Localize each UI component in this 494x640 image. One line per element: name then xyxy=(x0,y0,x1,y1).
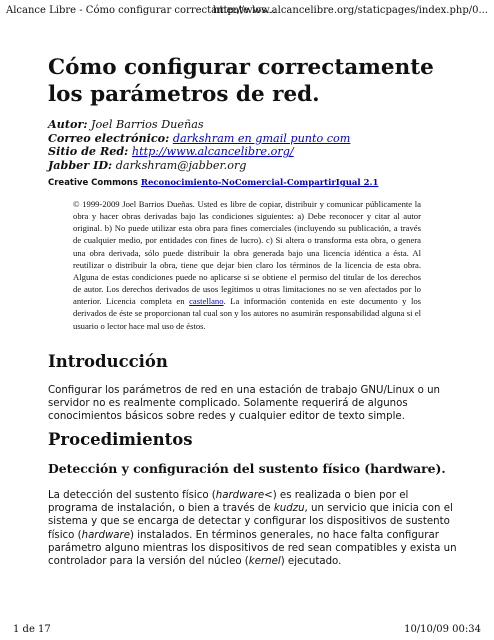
paragraph-line xyxy=(48,529,448,542)
intro-paragraph xyxy=(48,384,448,424)
intro-line: conocimientos básicos sobre redes y cualquier editor de texto simple. xyxy=(48,411,405,423)
jabber-label: Jabber ID: xyxy=(48,157,113,172)
page-url-header: http://www.alcancelibre.org/staticpages/index.php/0... xyxy=(213,5,488,16)
license-text: © 1999-2009 Joel Barrios Dueñas. Usted es libre de copiar, distribuir y comunicar públicamente la obra y hacer obras derivadas bajo las condiciones siguientes: a) Debe reconocer y citar al autor original. b) No puede utilizar esta obra para fines comerciales (incluyendo su publicación, a través de cualquier medio, por entidades con fines de lucro). c) Si altera o transforma esta obra, o genera una obra derivada, sólo puede distribuir la obra generada bajo una licencia idéntica a ésta. Al reutilizar o distribuir la obra, tiene que dejar bien claro los términos de la licencia de esta obra. Alguna de estas condiciones puede no aplicarse si se obtiene el permiso del titular de los derechos de autor. Los derechos derivados de usos legítimos u otras limitaciones no se ven afectados por lo anterior. Licencia completa en xyxy=(73,199,421,307)
jabber-id: darkshram@jabber.org xyxy=(115,158,247,172)
paragraph-line xyxy=(48,489,448,502)
intro-line: Configurar los parámetros de red en una estación de trabajo GNU/Linux o un xyxy=(48,385,441,396)
print-datetime: 10/10/09 00:34 xyxy=(404,624,481,635)
text: programa de instalación, o bien a través de xyxy=(48,503,274,515)
text: La detección del sustento físico ( xyxy=(48,490,216,501)
paragraph-line: sistema y que se encarga de detectar y configurar los dispositivos de sustento xyxy=(48,516,450,528)
term-hardware: hardware xyxy=(81,529,130,541)
cc-license-link[interactable]: Reconocimiento-NoComercial-CompartirIgual 2.1 xyxy=(140,178,379,188)
text: ) ejecutado. xyxy=(280,556,342,568)
procedures-heading: Procedimientos xyxy=(48,430,193,449)
page-title-header: Alcance Libre - Cómo configurar correctamente los... xyxy=(6,5,276,16)
intro-line: servidor no es realmente complicado. Solamente requerirá de algunos xyxy=(48,398,408,410)
author-label: Autor: xyxy=(48,117,88,131)
site-line xyxy=(48,145,350,159)
detection-heading: Detección y configuración del sustento físico (hardware). xyxy=(48,461,446,476)
paragraph-line xyxy=(48,555,448,568)
author-name: Joel Barrios Dueñas xyxy=(91,118,204,131)
author-info xyxy=(48,118,350,172)
term-kernel: kernel xyxy=(248,556,281,568)
page-number: 1 de 17 xyxy=(13,624,51,635)
term-hardware: hardware xyxy=(215,490,265,501)
license-notice xyxy=(73,198,421,332)
paragraph-line: parámetro alguno mientras los dispositivos de red sean compatibles y exista un xyxy=(48,542,457,554)
detection-paragraph xyxy=(48,489,457,568)
paragraph-line xyxy=(48,502,453,515)
creative-commons-line xyxy=(48,178,378,188)
jabber-line xyxy=(48,159,350,173)
article-title: Cómo configurar correctamente los parámetros de red. xyxy=(48,55,434,107)
author-line xyxy=(48,118,350,132)
intro-heading: Introducción xyxy=(48,352,168,371)
cc-label: Creative Commons xyxy=(48,178,138,188)
site-link[interactable]: http://www.alcancelibre.org/ xyxy=(131,145,294,158)
email-link[interactable]: darkshram en gmail punto com xyxy=(172,131,351,145)
text: , un servicio que inicia con el xyxy=(304,503,453,515)
email-label: Correo electrónico: xyxy=(48,130,170,145)
text: ) instalados. En términos generales, no hace falta configurar xyxy=(130,529,439,541)
license-castellano-link[interactable]: castellano xyxy=(189,296,224,307)
license-text-end: . La información contenida en este documento y los derivados de éste se proporcionan tal cual son y los autores no asumirán responsabilidad alguna si el usuario o lector hace mal uso de éstos. xyxy=(73,296,422,331)
text: controlador para la versión del núcleo ( xyxy=(48,556,249,568)
term-kudzu: kudzu xyxy=(273,503,305,515)
text: físico ( xyxy=(48,529,82,541)
site-label: Sitio de Red: xyxy=(48,144,129,158)
email-line xyxy=(48,132,350,146)
text: <) es realizada o bien por el xyxy=(264,490,409,501)
